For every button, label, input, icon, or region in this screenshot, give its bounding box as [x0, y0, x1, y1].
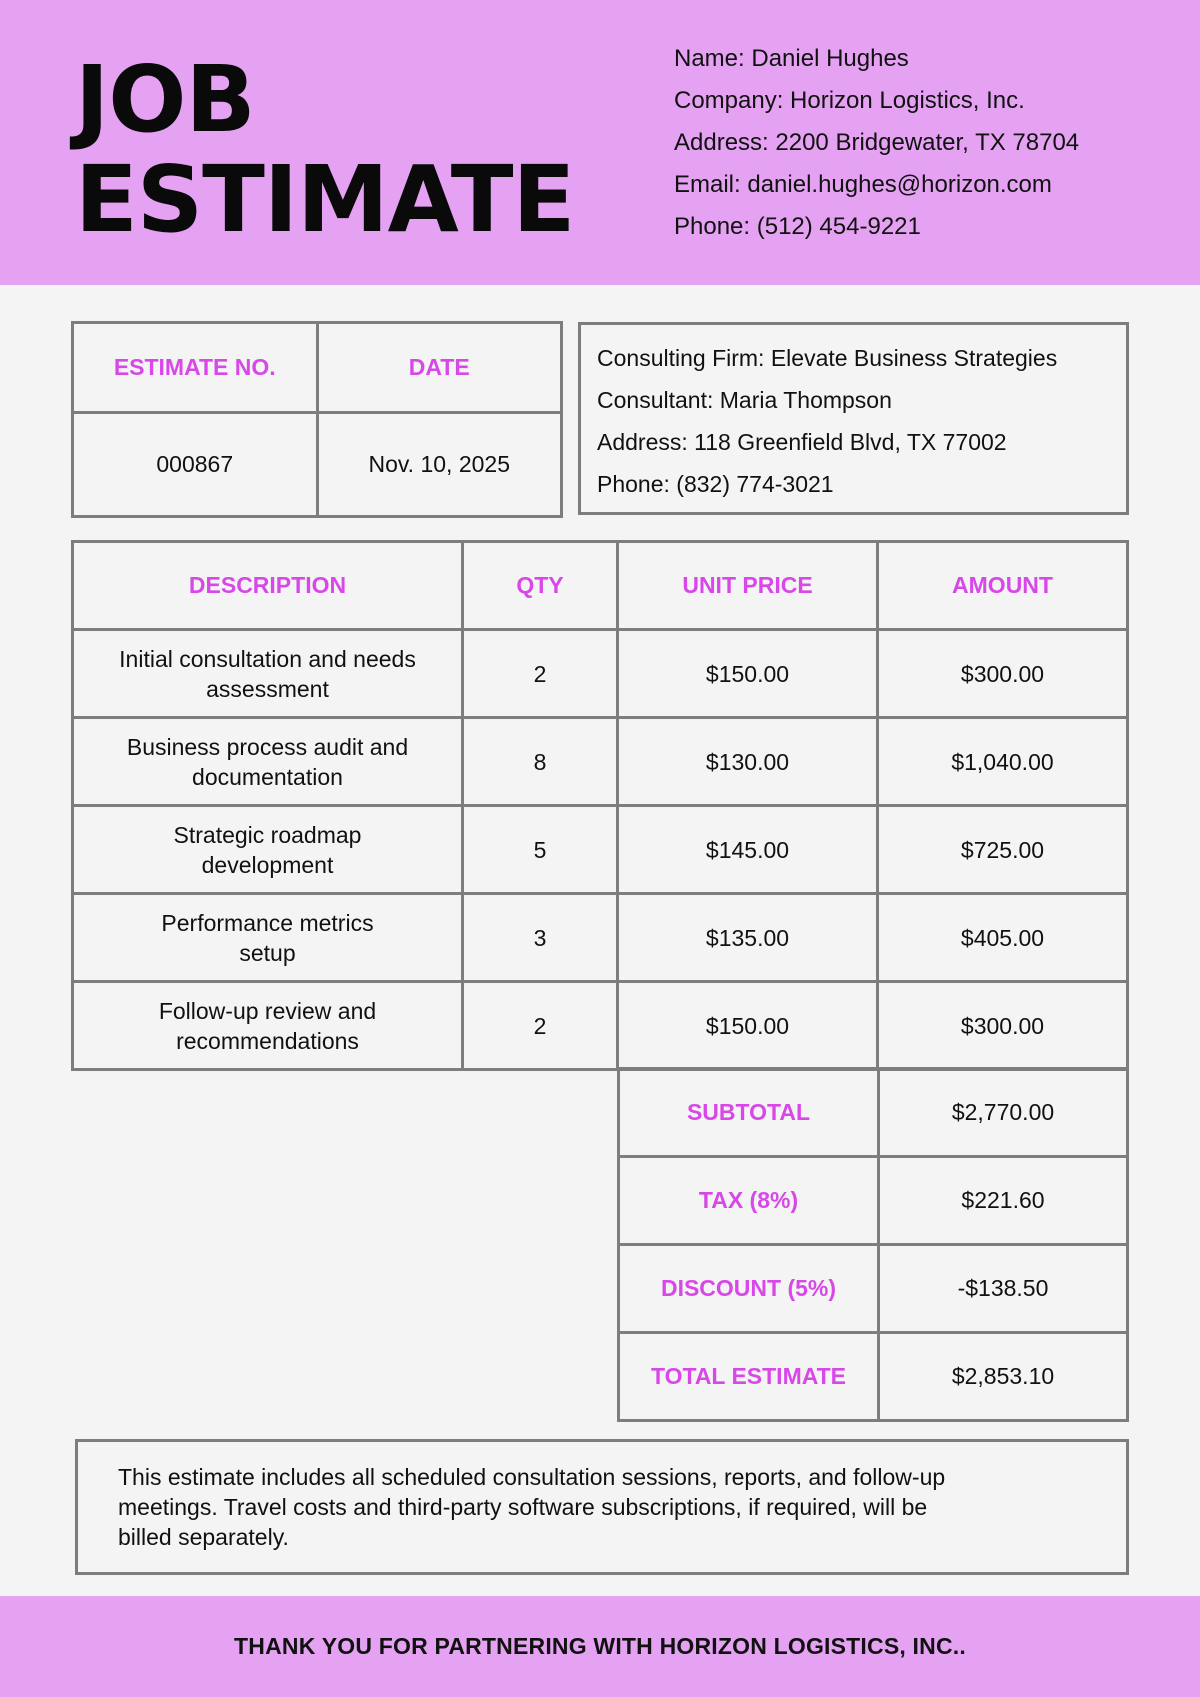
subtotal-value: $2,770.00 — [879, 1069, 1128, 1157]
footer-text: THANK YOU FOR PARTNERING WITH HORIZON LOGISTICS, INC.. — [234, 1633, 966, 1659]
column-header-qty: QTY — [463, 542, 618, 630]
column-header-unit-price: UNIT PRICE — [618, 542, 878, 630]
item-description: Follow-up review and recommendations — [73, 982, 463, 1070]
consultant-info — [578, 322, 1129, 515]
line-items-table — [71, 540, 1129, 1071]
item-unit-price: $150.00 — [618, 630, 878, 718]
discount-value: -$138.50 — [879, 1245, 1128, 1333]
total-label: TOTAL ESTIMATE — [619, 1333, 879, 1421]
item-description: Initial consultation and needs assessment — [73, 630, 463, 718]
totals-table — [617, 1067, 1129, 1422]
client-address: Address: 2200 Bridgewater, TX 78704 — [674, 129, 1080, 156]
estimate-meta-table — [71, 321, 563, 518]
item-qty: 2 — [463, 630, 618, 718]
subtotal-label: SUBTOTAL — [619, 1069, 879, 1157]
item-description: Business process audit and documentation — [73, 718, 463, 806]
title-line-1: JOB — [75, 46, 255, 153]
header-banner — [0, 0, 1200, 285]
date-header: DATE — [317, 323, 562, 413]
column-header-amount: AMOUNT — [878, 542, 1128, 630]
consulting-firm: Consulting Firm: Elevate Business Strategies — [597, 345, 1058, 371]
title-line-2: ESTIMATE — [75, 146, 575, 253]
table-header-row — [73, 542, 1128, 630]
total-row — [619, 1333, 1128, 1421]
total-value: $2,853.10 — [879, 1333, 1128, 1421]
consultant-phone: Phone: (832) 774-3021 — [597, 471, 834, 497]
tax-label: TAX (8%) — [619, 1157, 879, 1245]
item-unit-price: $145.00 — [618, 806, 878, 894]
item-description: Strategic roadmap development — [73, 806, 463, 894]
consultant-name: Consultant: Maria Thompson — [597, 387, 892, 413]
subtotal-row — [619, 1069, 1128, 1157]
client-phone: Phone: (512) 454-9221 — [674, 213, 921, 240]
table-row — [73, 894, 1128, 982]
footer-banner — [0, 1596, 1200, 1697]
item-qty: 5 — [463, 806, 618, 894]
client-email: Email: daniel.hughes@horizon.com — [674, 171, 1052, 198]
tax-value: $221.60 — [879, 1157, 1128, 1245]
table-row — [73, 630, 1128, 718]
item-description: Performance metrics setup — [73, 894, 463, 982]
note-line-2: meetings. Travel costs and third-party software subscriptions, if required, will be — [118, 1494, 928, 1520]
page-title — [75, 46, 575, 253]
client-info — [674, 38, 1079, 248]
discount-row — [619, 1245, 1128, 1333]
client-company: Company: Horizon Logistics, Inc. — [674, 87, 1025, 114]
note-line-3: billed separately. — [118, 1524, 289, 1550]
item-unit-price: $135.00 — [618, 894, 878, 982]
item-qty: 8 — [463, 718, 618, 806]
item-unit-price: $130.00 — [618, 718, 878, 806]
item-amount: $300.00 — [878, 630, 1128, 718]
estimate-number: 000867 — [73, 413, 318, 517]
item-amount: $1,040.00 — [878, 718, 1128, 806]
item-unit-price: $150.00 — [618, 982, 878, 1070]
table-row — [73, 806, 1128, 894]
item-amount: $300.00 — [878, 982, 1128, 1070]
table-row — [73, 982, 1128, 1070]
client-name: Name: Daniel Hughes — [674, 45, 909, 72]
item-qty: 2 — [463, 982, 618, 1070]
tax-row — [619, 1157, 1128, 1245]
item-amount: $405.00 — [878, 894, 1128, 982]
table-row — [73, 718, 1128, 806]
estimate-number-header: ESTIMATE NO. — [73, 323, 318, 413]
estimate-note — [75, 1439, 1129, 1575]
item-amount: $725.00 — [878, 806, 1128, 894]
column-header-description: DESCRIPTION — [73, 542, 463, 630]
estimate-date: Nov. 10, 2025 — [317, 413, 562, 517]
note-line-1: This estimate includes all scheduled consultation sessions, reports, and follow-up — [118, 1464, 946, 1490]
item-qty: 3 — [463, 894, 618, 982]
discount-label: DISCOUNT (5%) — [619, 1245, 879, 1333]
consultant-address: Address: 118 Greenfield Blvd, TX 77002 — [597, 429, 1007, 455]
